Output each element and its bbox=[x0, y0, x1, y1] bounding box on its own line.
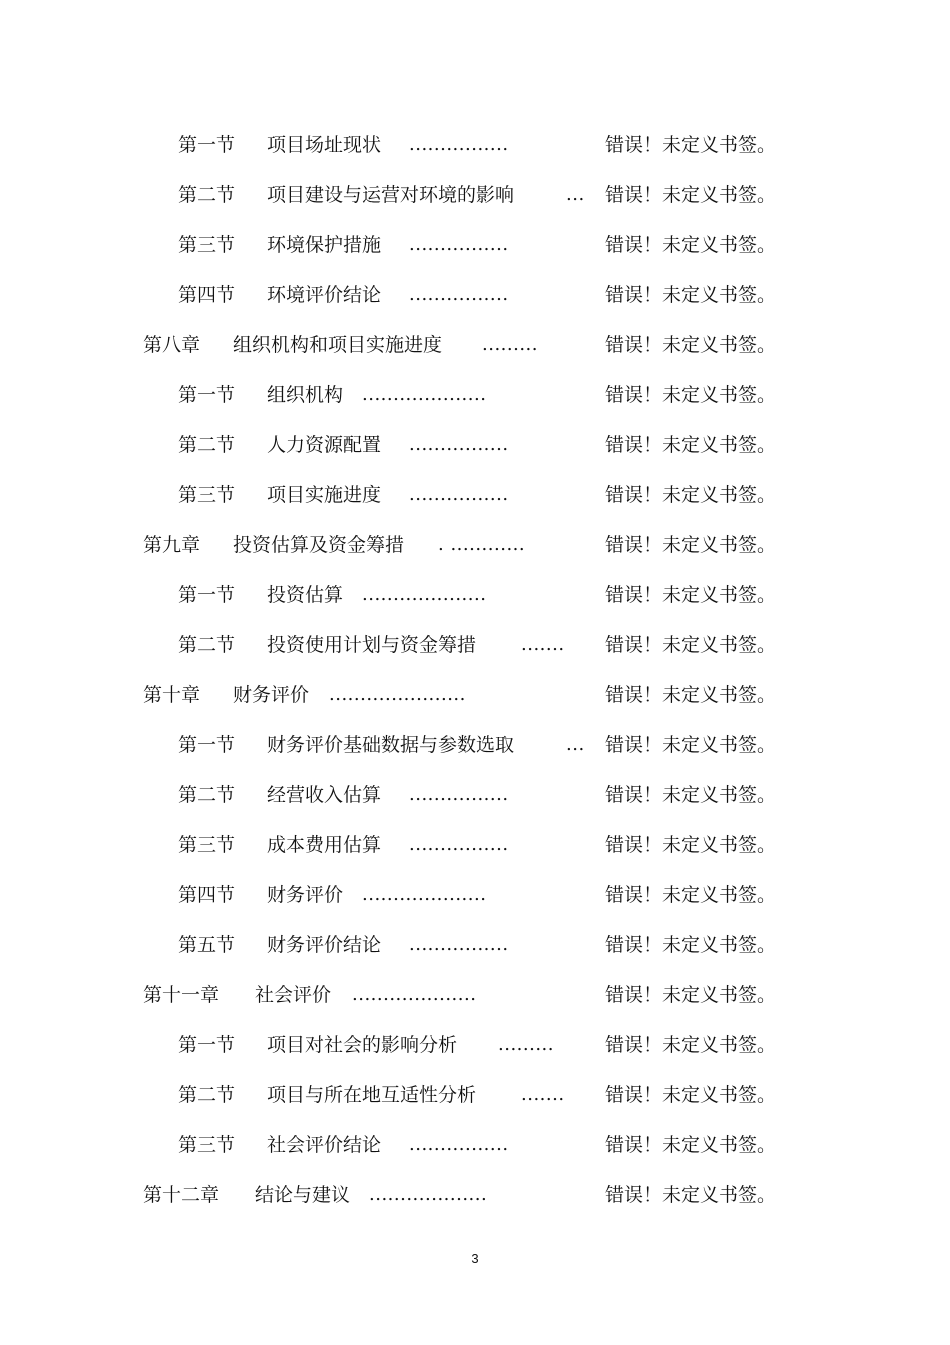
toc-entry-title: 环境评价结论 bbox=[267, 284, 382, 306]
toc-leader-dots: ................ bbox=[409, 484, 509, 505]
toc-entry-number: 第二节 bbox=[178, 1084, 236, 1106]
toc-entry-title: 项目实施进度 bbox=[267, 484, 382, 506]
toc-entry-title: 结论与建议 bbox=[255, 1184, 351, 1206]
toc-entry[interactable] bbox=[0, 725, 950, 765]
toc-entry-title: 项目与所在地互适性分析 bbox=[267, 1084, 477, 1106]
toc-entry[interactable] bbox=[0, 125, 950, 165]
toc-entry-title: 投资估算 bbox=[267, 584, 344, 606]
toc-entry-number: 第三节 bbox=[178, 1134, 236, 1156]
toc-leader-dots: ................ bbox=[409, 134, 509, 155]
toc-entry-number: 第四节 bbox=[178, 884, 236, 906]
toc-entry-page: 错误！未定义书签。 bbox=[605, 834, 777, 856]
toc-entry-page: 错误！未定义书签。 bbox=[605, 484, 777, 506]
page-number: 3 bbox=[471, 1251, 479, 1266]
toc-entry[interactable] bbox=[0, 875, 950, 915]
toc-leader-dots: ................ bbox=[409, 934, 509, 955]
toc-entry-number: 第一节 bbox=[178, 734, 236, 756]
toc-entry-number: 第十章 bbox=[143, 684, 201, 706]
toc-entry-number: 第三节 bbox=[178, 234, 236, 256]
toc-leader-dots: .................... bbox=[362, 584, 487, 605]
toc-entry[interactable] bbox=[0, 275, 950, 315]
toc-entry-number: 第一节 bbox=[178, 584, 236, 606]
toc-leader-dots: . ............ bbox=[438, 534, 526, 555]
toc-entry-page: 错误！未定义书签。 bbox=[605, 384, 777, 406]
toc-leader-dots: .................... bbox=[362, 884, 487, 905]
toc-entry-number: 第三节 bbox=[178, 484, 236, 506]
toc-entry-page: 错误！未定义书签。 bbox=[605, 934, 777, 956]
toc-leader-dots: ... bbox=[566, 184, 585, 205]
toc-leader-dots: ................ bbox=[409, 284, 509, 305]
toc-leader-dots: ......... bbox=[498, 1034, 554, 1055]
toc-entry-title: 财务评价 bbox=[233, 684, 310, 706]
toc-entry-page: 错误！未定义书签。 bbox=[605, 1084, 777, 1106]
toc-entry-page: 错误！未定义书签。 bbox=[605, 1034, 777, 1056]
toc-leader-dots: ................ bbox=[409, 434, 509, 455]
toc-entry[interactable] bbox=[0, 775, 950, 815]
toc-entry-number: 第一节 bbox=[178, 134, 236, 156]
toc-entry-page: 错误！未定义书签。 bbox=[605, 134, 777, 156]
toc-entry-title: 财务评价基础数据与参数选取 bbox=[267, 734, 515, 756]
toc-entry-number: 第十二章 bbox=[143, 1184, 220, 1206]
toc-entry-page: 错误！未定义书签。 bbox=[605, 334, 777, 356]
toc-entry-title: 财务评价结论 bbox=[267, 934, 382, 956]
toc-leader-dots: ................ bbox=[409, 234, 509, 255]
toc-chapter-entry[interactable] bbox=[0, 675, 950, 715]
toc-entry-page: 错误！未定义书签。 bbox=[605, 634, 777, 656]
toc-entry-title: 环境保护措施 bbox=[267, 234, 382, 256]
toc-entry-page: 错误！未定义书签。 bbox=[605, 534, 777, 556]
toc-entry[interactable] bbox=[0, 575, 950, 615]
toc-leader-dots: ................... bbox=[369, 1184, 488, 1205]
toc-entry[interactable] bbox=[0, 625, 950, 665]
toc-entry-number: 第三节 bbox=[178, 834, 236, 856]
toc-entry-number: 第二节 bbox=[178, 184, 236, 206]
toc-leader-dots: ...................... bbox=[329, 684, 466, 705]
toc-leader-dots: ......... bbox=[482, 334, 538, 355]
toc-entry-title: 项目建设与运营对环境的影响 bbox=[267, 184, 515, 206]
toc-entry[interactable] bbox=[0, 175, 950, 215]
toc-entry-number: 第一节 bbox=[178, 384, 236, 406]
toc-leader-dots: ....... bbox=[521, 634, 565, 655]
toc-entry-page: 错误！未定义书签。 bbox=[605, 734, 777, 756]
toc-entry-page: 错误！未定义书签。 bbox=[605, 434, 777, 456]
toc-entry[interactable] bbox=[0, 925, 950, 965]
toc-entry-number: 第九章 bbox=[143, 534, 201, 556]
toc-entry-page: 错误！未定义书签。 bbox=[605, 684, 777, 706]
toc-entry-number: 第二节 bbox=[178, 784, 236, 806]
toc-entry[interactable] bbox=[0, 825, 950, 865]
toc-entry-title: 人力资源配置 bbox=[267, 434, 382, 456]
toc-entry-page: 错误！未定义书签。 bbox=[605, 234, 777, 256]
toc-entry-number: 第四节 bbox=[178, 284, 236, 306]
toc-entry-page: 错误！未定义书签。 bbox=[605, 284, 777, 306]
toc-entry-number: 第五节 bbox=[178, 934, 236, 956]
toc-entry-number: 第二节 bbox=[178, 634, 236, 656]
toc-entry-page: 错误！未定义书签。 bbox=[605, 184, 777, 206]
toc-entry[interactable] bbox=[0, 475, 950, 515]
toc-entry[interactable] bbox=[0, 425, 950, 465]
toc-chapter-entry[interactable] bbox=[0, 525, 950, 565]
toc-entry-title: 组织机构 bbox=[267, 384, 344, 406]
toc-entry-title: 经营收入估算 bbox=[267, 784, 382, 806]
toc-entry-title: 社会评价 bbox=[255, 984, 332, 1006]
toc-leader-dots: ... bbox=[566, 734, 585, 755]
toc-leader-dots: .................... bbox=[352, 984, 477, 1005]
toc-entry[interactable] bbox=[0, 1075, 950, 1115]
toc-entry-page: 错误！未定义书签。 bbox=[605, 1184, 777, 1206]
toc-entry-page: 错误！未定义书签。 bbox=[605, 784, 777, 806]
toc-leader-dots: ................ bbox=[409, 784, 509, 805]
toc-entry-title: 项目对社会的影响分析 bbox=[267, 1034, 458, 1056]
toc-entry-page: 错误！未定义书签。 bbox=[605, 984, 777, 1006]
toc-entry-number: 第八章 bbox=[143, 334, 201, 356]
toc-entry-title: 财务评价 bbox=[267, 884, 344, 906]
toc-entry-title: 项目场址现状 bbox=[267, 134, 382, 156]
toc-chapter-entry[interactable] bbox=[0, 975, 950, 1015]
toc-entry-title: 投资估算及资金筹措 bbox=[233, 534, 405, 556]
toc-entry[interactable] bbox=[0, 1025, 950, 1065]
toc-leader-dots: ................ bbox=[409, 834, 509, 855]
toc-entry-page: 错误！未定义书签。 bbox=[605, 1134, 777, 1156]
toc-entry-title: 组织机构和项目实施进度 bbox=[233, 334, 443, 356]
toc-entry-page: 错误！未定义书签。 bbox=[605, 584, 777, 606]
toc-entry-number: 第二节 bbox=[178, 434, 236, 456]
toc-entry-title: 社会评价结论 bbox=[267, 1134, 382, 1156]
toc-entry-number: 第十一章 bbox=[143, 984, 220, 1006]
toc-entry-title: 成本费用估算 bbox=[267, 834, 382, 856]
toc-entry[interactable] bbox=[0, 225, 950, 265]
toc-entry-title: 投资使用计划与资金筹措 bbox=[267, 634, 477, 656]
toc-leader-dots: .................... bbox=[362, 384, 487, 405]
toc-entry-number: 第一节 bbox=[178, 1034, 236, 1056]
toc-entry-page: 错误！未定义书签。 bbox=[605, 884, 777, 906]
toc-leader-dots: ....... bbox=[521, 1084, 565, 1105]
toc-leader-dots: ................ bbox=[409, 1134, 509, 1155]
toc-entry[interactable] bbox=[0, 375, 950, 415]
toc-chapter-entry[interactable] bbox=[0, 1175, 950, 1215]
toc-entry[interactable] bbox=[0, 1125, 950, 1165]
toc-chapter-entry[interactable] bbox=[0, 325, 950, 365]
